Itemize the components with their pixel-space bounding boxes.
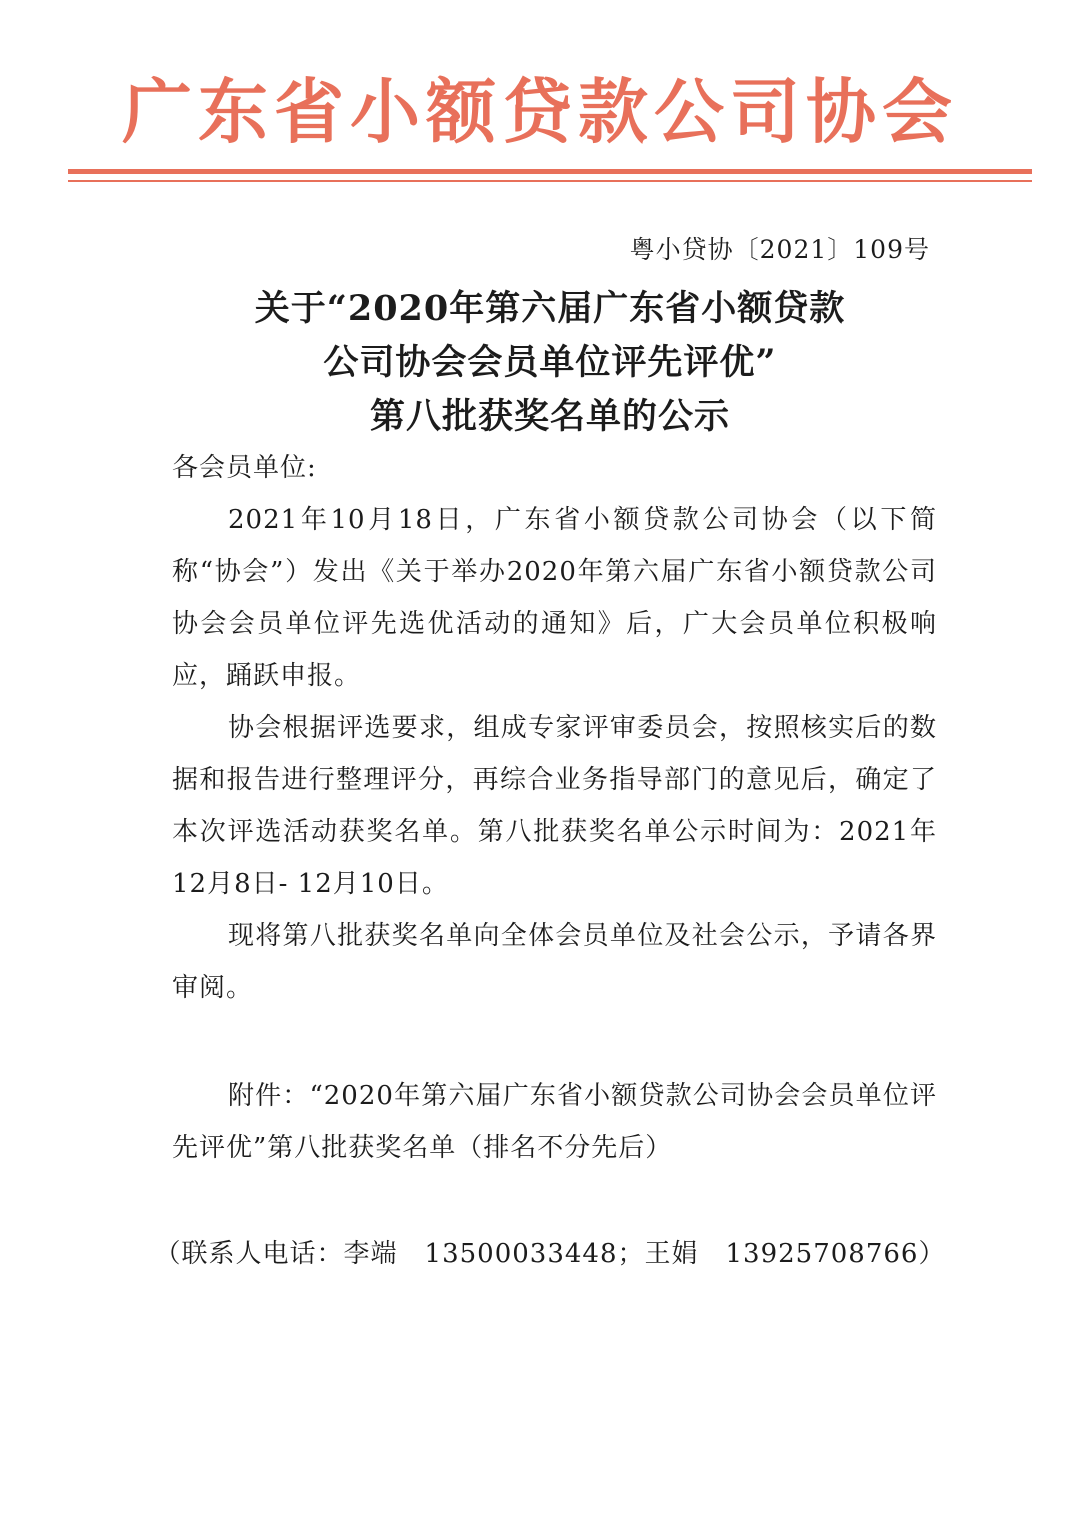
- paragraph-evaluation: 协会根据评选要求，组成专家评审委员会，按照核实后的数据和报告进行整理评分，再综合业务指导部门的意见后，确定了本次评选活动获奖名单。第八批获奖名单公示时间为：2021年12月8日- 12月10日。: [172, 713, 937, 899]
- letterhead-title: 广东省小额贷款公司协会: [122, 71, 958, 153]
- paragraph-announcement: 2021年10月18日，广东省小额贷款公司协会（以下简称“协会”）发出《关于举办2020年第六届广东省小额贷款公司协会会员单位评先选优活动的通知》后，广大会员单位积极响应，踊跃申报。: [172, 505, 937, 691]
- salutation: 各会员单位:: [172, 453, 317, 483]
- letterhead-rule-thick: [68, 169, 1032, 174]
- letterhead-rule-thin: [68, 180, 1032, 182]
- title-line-3: 第八批获奖名单的公示: [369, 396, 730, 437]
- document-number: 粤小贷协〔2021〕109号: [629, 235, 930, 264]
- paragraph-publication: 现将第八批获奖名单向全体会员单位及社会公示，予请各界审阅。: [172, 921, 937, 1003]
- document-title: [100, 282, 1000, 444]
- title-line-2: 公司协会会员单位评先评优”: [323, 342, 777, 383]
- title-line-1: 关于“2020年第六届广东省小额贷款: [254, 288, 846, 329]
- attachment-note: 附件：“2020年第六届广东省小额贷款公司协会会员单位评先评优”第八批获奖名单（排名不分先后）: [172, 1081, 937, 1163]
- contact-info: （联系人电话：李端 13500033448；王娟 13925708766）: [154, 1239, 946, 1269]
